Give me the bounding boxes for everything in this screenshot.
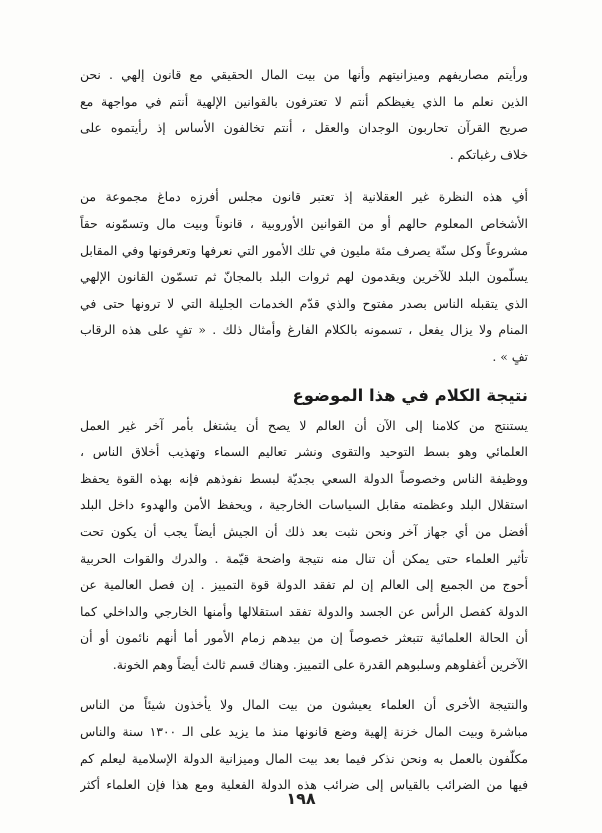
text-line: يسلّمون البلد للآخرين ويقدمون لهم ثروات البلد بالمجانّ ثم تسمّون القانون الإلهي: [80, 269, 528, 285]
paragraph-2: [80, 184, 528, 370]
section-heading: نتيجة الكلام في هذا الموضوع: [292, 385, 528, 405]
text-line: أفِ هذه النظرة غير العقلانية إذ تعتبر قانون مجلس أفرزه دماغ مجموعة من: [80, 189, 528, 205]
text-line: والنتيجة الأخرى أن العلماء يعيشون من بيت المال ولا يأخذون شيئاً من الناس: [80, 697, 528, 713]
text-line: مكلّفون بالعمل به ونحن نذكر فيما بعد بيت المال وميزانية الدولة الإسلامية ليعلم كم: [80, 750, 528, 766]
text-line: ووظيفة الناس وخصوصاً الدولة السعي بجديّة لبسط نفوذهم فإنه بهذه القوة يحفظ: [80, 470, 528, 486]
paragraph-1: [80, 62, 528, 168]
text-line: الذين نعلم ما الذي يغيظكم أنتم لا تعترفون بالقوانين الإلهية أنتم في مواجهة مع: [80, 93, 528, 109]
text-line: أن الحالة العلمائية تتبعثر خصوصاً إن من بيدهم زمام الأمور أما أنهم نائمون أو أن: [80, 630, 528, 646]
text-line: مشروعاً وكل سنّة يصرف مئة مليون في تلك الأمور التي نعرفها وتعرفونها وفي المقابل: [80, 242, 528, 258]
text-line: ورأيتم مصاريفهم وميزانيتهم وأنها من بيت المال الحقيقي مع قانون إلهي . نحن: [80, 67, 528, 82]
text-line: مباشرة وبيت المال خزنة إلهية وضع قانونها منذ ما يزيد على الـ ١٣٠٠ سنة والناس: [80, 724, 528, 740]
text-line: الأشخاص المعلوم حالهم أو من القوانين الأوروبية ، قانوناً وبيت مال وتسمّونه حقاً: [80, 215, 528, 231]
text-line: المنام ولا يزال يفعل ، تسمونه بالكلام الفارغ وأمثال ذلك . « تفٍ على هذه الرقاب: [80, 322, 528, 338]
text-line: خلاف رغباتكم .: [449, 146, 528, 162]
text-line: صريح القرآن تحاربون الوجدان والعقل ، أنتم تخالفون الأساس إذ رأيتموه على: [80, 120, 528, 136]
text-line: الذي يتقبله الناس بصدر مفتوح والذي قدّم الخدمات الجليلة التي لا ترونها حتى في: [80, 295, 528, 311]
text-line: تفٍ » .: [492, 348, 528, 364]
text-line: تأثير العلماء حتى يمكن أن تنال منه نتيجة واضحة قيّمة . والدرك والقوات الحربية: [80, 550, 528, 566]
text-line: الدولة كفصل الرأس عن الجسد والدولة تفقد استقلالها وأمنها الخارجي والداخلي كما: [80, 603, 528, 619]
page-body: [80, 62, 528, 799]
text-line: أفضل من أي جهاز آخر ونحن نثبت بعد ذلك أن الجيش أيضاً يجب أن يكون تحت: [80, 523, 528, 539]
page-number: ١٩٨: [286, 789, 316, 808]
text-line: فيها من الضرائب بالقياس إلى ضرائب هذه الدولة الفعلية ومع هذا فإن العلماء أكثر: [80, 777, 528, 793]
paragraph-3: [80, 413, 528, 679]
text-line: أحوج من الجميع إلى العالم إن لم تفقد الدولة قوة التمييز . إن فصل العالمية عن: [80, 577, 528, 593]
text-line: الآخرين أغفلوهم وسلبوهم القدرة على التمييز. وهناك قسم ثالث أيضاً وهم الخونة.: [112, 656, 528, 672]
paragraph-4: [80, 692, 528, 798]
text-line: العلمائي وهو بسط التوحيد والتقوى ونشر تعاليم السماء وتهذيب أخلاق الناس ،: [80, 444, 528, 460]
text-line: يستنتج من كلامنا إلى الآن أن العالم لا يصح أن يشتغل بأمر آخر غير العمل: [80, 417, 528, 433]
text-line: استقلال البلد وعظمته مقابل السياسات الخارجية ، ويحفظ الأمن والهدوء داخل البلد: [80, 497, 528, 513]
